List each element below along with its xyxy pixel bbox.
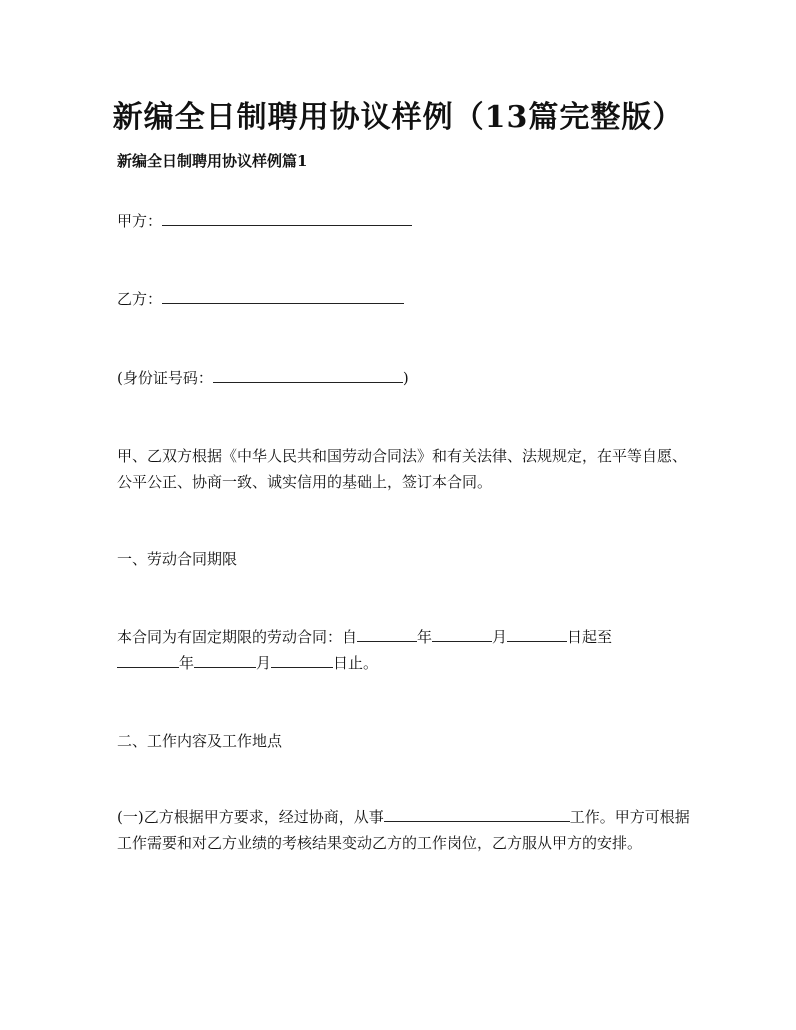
year-label-2: 年	[179, 654, 195, 672]
id-number-blank	[213, 366, 403, 383]
end-month-blank	[194, 651, 256, 668]
id-number-label: (身份证号码：	[117, 369, 213, 387]
party-a-blank	[162, 209, 412, 226]
work-prefix: (一)乙方根据甲方要求，经过协商，从事	[117, 808, 384, 826]
end-day-blank	[271, 651, 333, 668]
year-label: 年	[417, 628, 433, 646]
day-to-label: 日止。	[333, 654, 379, 672]
document-title: 新编全日制聘用协议样例（13篇完整版）	[112, 100, 684, 135]
month-label-2: 月	[256, 654, 272, 672]
start-day-blank	[507, 625, 567, 642]
month-label: 月	[492, 628, 508, 646]
party-b-label: 乙方：	[117, 290, 163, 308]
term-paragraph	[117, 624, 692, 676]
term-prefix: 本合同为有固定期限的劳动合同：自	[117, 628, 358, 646]
party-a-label: 甲方：	[117, 212, 163, 230]
id-number-close: )	[402, 369, 409, 387]
work-paragraph	[117, 804, 692, 856]
party-b-blank	[162, 287, 404, 304]
day-from-label: 日起至	[567, 628, 613, 646]
id-number-line	[117, 365, 687, 391]
document-subtitle: 新编全日制聘用协议样例篇1	[117, 152, 308, 170]
start-year-blank	[357, 625, 417, 642]
job-blank	[384, 805, 570, 822]
end-year-blank	[117, 651, 179, 668]
work-suffix: 工作。甲方可根据工作需要和对乙方业绩的考核结果变动乙方的工作岗位，乙方服从甲方的安排。	[117, 808, 690, 852]
start-month-blank	[432, 625, 492, 642]
section1-heading: 一、劳动合同期限	[117, 550, 238, 568]
section2-heading: 二、工作内容及工作地点	[117, 732, 283, 750]
party-a-line	[117, 208, 687, 234]
intro-paragraph: 甲、乙双方根据《中华人民共和国劳动合同法》和有关法律、法规规定，在平等自愿、公平公正、协商一致、诚实信用的基础上，签订本合同。	[117, 447, 688, 491]
party-b-line	[117, 286, 687, 312]
